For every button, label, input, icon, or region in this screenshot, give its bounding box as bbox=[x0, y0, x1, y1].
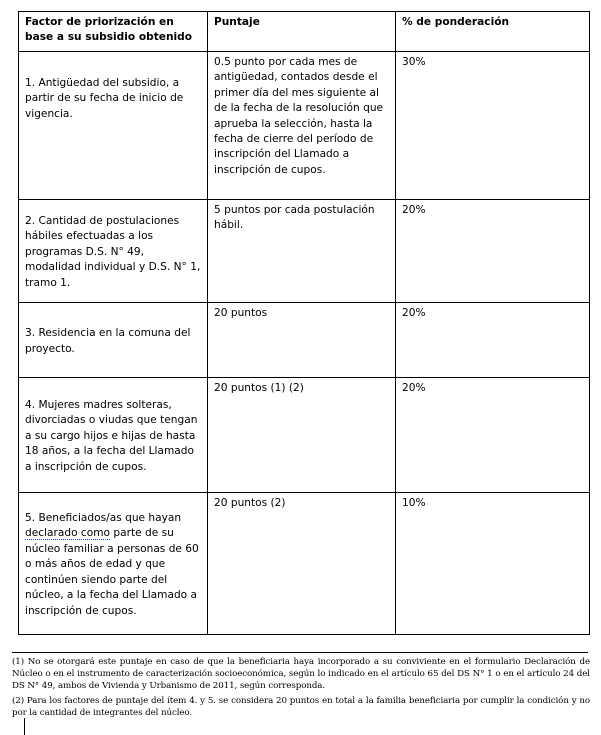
factor-cell: 2. Cantidad de postulaciones hábiles efectuadas a los programas D.S. N° 49, modalidad individual y D.S. N° 1, tramo 1. bbox=[19, 200, 208, 303]
ponderacion-cell: 20% bbox=[396, 378, 590, 493]
puntaje-cell: 20 puntos (1) (2) bbox=[208, 378, 396, 493]
puntaje-cell: 0.5 punto por cada mes de antigüedad, contados desde el primer día del mes siguiente al de la fecha de la resolución que aprueba la selección, hasta la fecha de cierre del período de inscripción del Llamado a inscripción de cupos. bbox=[208, 52, 396, 200]
header-ponderacion: % de ponderación bbox=[396, 12, 590, 52]
priority-factors-table bbox=[18, 11, 590, 635]
puntaje-cell: 5 puntos por cada postulación hábil. bbox=[208, 200, 396, 303]
table-row bbox=[19, 52, 590, 200]
factor-text-end: parte de su núcleo familiar a personas de 60 o más años de edad y que continúen siendo parte del núcleo, a la fecha del Llamado a inscripción de cupos. bbox=[25, 527, 199, 617]
table-header-row bbox=[19, 12, 590, 52]
footnote-separator bbox=[12, 652, 588, 653]
header-factor: Factor de priorización en base a su subsidio obtenido bbox=[19, 12, 208, 52]
factor-cell bbox=[19, 493, 208, 635]
spellcheck-underlined-text: declarado como bbox=[25, 527, 111, 540]
ponderacion-cell: 20% bbox=[396, 200, 590, 303]
ponderacion-cell: 20% bbox=[396, 303, 590, 378]
puntaje-cell: 20 puntos (2) bbox=[208, 493, 396, 635]
footnote-2: (2) Para los factores de puntaje del ítem 4. y 5. se considera 20 puntos en total a la familia beneficiaria por cumplir la condición y no por la cantidad de integrantes del núcleo. bbox=[12, 696, 590, 718]
text-cursor bbox=[24, 718, 25, 735]
table-row bbox=[19, 303, 590, 378]
puntaje-cell: 20 puntos bbox=[208, 303, 396, 378]
ponderacion-cell: 30% bbox=[396, 52, 590, 200]
table-row bbox=[19, 493, 590, 635]
factor-text-start: 5. Beneficiados/as que hayan bbox=[25, 512, 182, 525]
factor-cell: 1. Antigüedad del subsidio, a partir de su fecha de inicio de vigencia. bbox=[19, 52, 208, 200]
table-row bbox=[19, 200, 590, 303]
footnote-1: (1) No se otorgará este puntaje en caso de que la beneficiaria haya incorporado a su conviviente en el formulario Declaración de Núcleo o en el instrumento de caracterización socioeconómica, según lo indicado en el artículo 65 del DS N° 1 o en el artículo 24 del DS N° 49, ambos de Vivienda y Urbanismo de 2011, según corresponda. bbox=[12, 657, 590, 691]
factor-cell: 4. Mujeres madres solteras, divorciadas o viudas que tengan a su cargo hijos e hijas de hasta 18 años, a la fecha del Llamado a inscripción de cupos. bbox=[19, 378, 208, 493]
header-puntaje: Puntaje bbox=[208, 12, 396, 52]
factor-cell: 3. Residencia en la comuna del proyecto. bbox=[19, 303, 208, 378]
table-row bbox=[19, 378, 590, 493]
ponderacion-cell: 10% bbox=[396, 493, 590, 635]
